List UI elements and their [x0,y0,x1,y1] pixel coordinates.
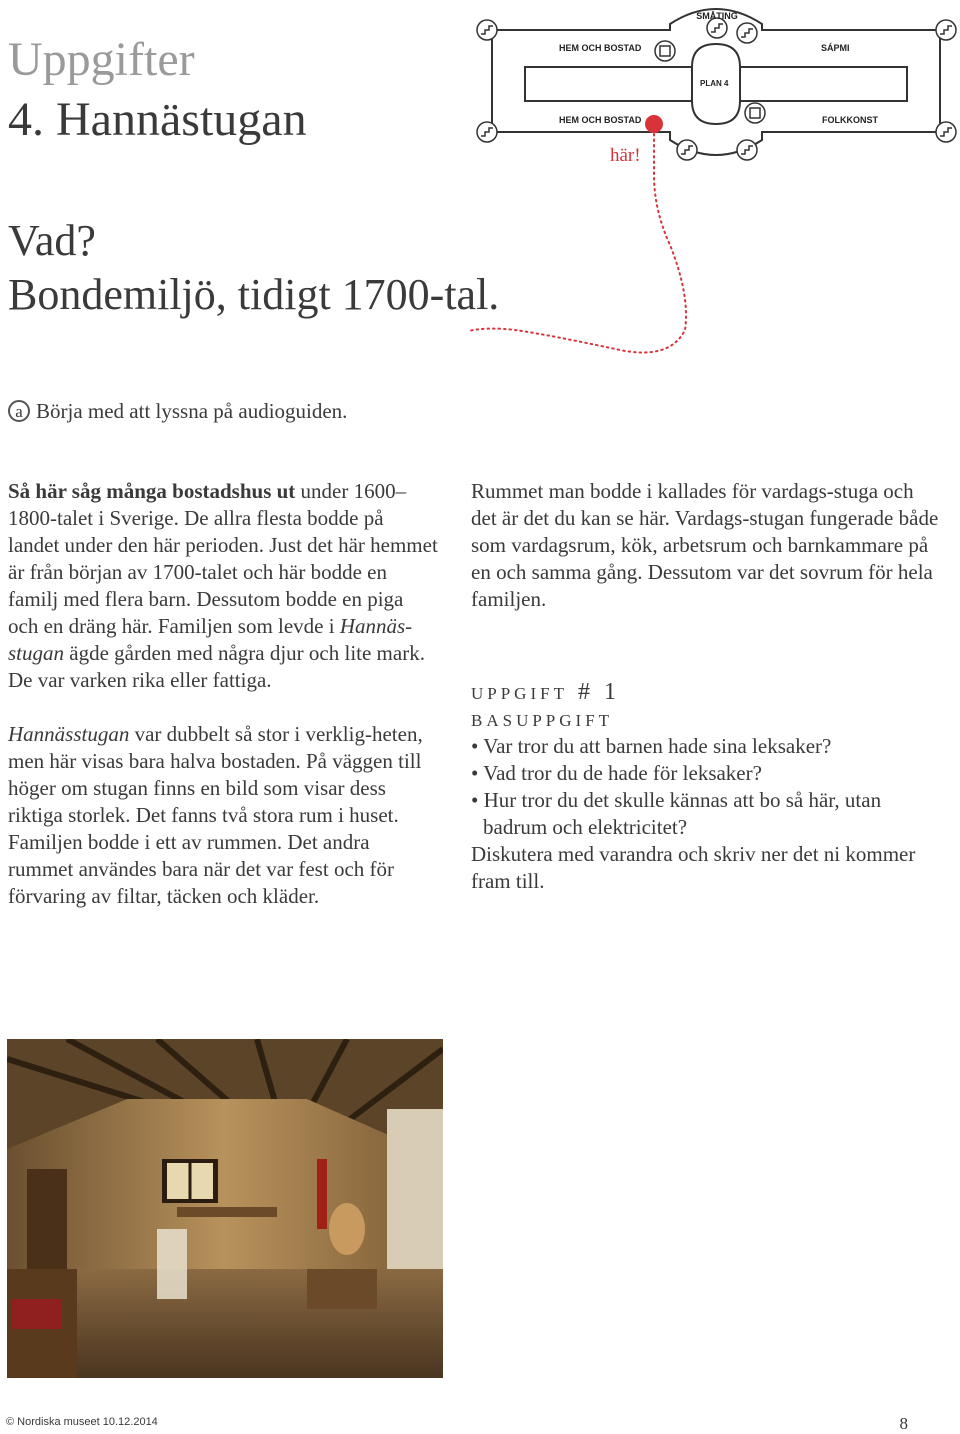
list-item: • Var tror du att barnen hade sina leksaker? [471,733,941,760]
route-path [470,134,686,413]
list-item: • Hur tror du det skulle kännas att bo så här, utan badrum och elektricitet? [471,787,941,841]
map-label-hem-top: HEM OCH BOSTAD [559,43,642,53]
floor-plan-map [470,0,960,430]
audio-guide-text: Börja med att lyssna på audioguiden. [36,399,348,423]
cottage-interior-photo [7,1039,443,1378]
copyright-footer: © Nordiska museet 10.12.2014 [6,1416,158,1428]
map-label-smating: SMÅTING [696,11,738,21]
audio-guide-icon: a [8,400,30,422]
here-marker [645,115,663,133]
left-paragraph-2: Hannässtugan var dubbelt så stor i verklig-heten, men här visas bara halva bostaden. På väggen till höger om stugan finns en bild som visar dess riktiga storlek. Det fanns två stora rum i huset. Familjen bodde i ett av rummen. Det andra rummet användes bara när det var fest och för förvaring av filtar, täcken och kläder. [8,722,423,908]
title-hannasstugan: 4. Hannästugan [8,93,307,146]
audio-guide-note [8,396,347,426]
map-label-sapmi: SÁPMI [821,43,850,53]
task-heading: uppgift # 1 [471,679,620,705]
map-label-plan: PLAN 4 [700,79,729,88]
task-questions [471,733,941,841]
map-label-hem-bottom: HEM OCH BOSTAD [559,115,642,125]
title-uppgifter: Uppgifter [8,33,195,86]
intro-bold: Så här såg många bostadshus ut [8,479,296,503]
left-paragraph-1: Så här såg många bostadshus ut under 1600–1800-talet i Sverige. De allra flesta bodde på landet under den här perioden. Just det här hemmet är från början av 1700-talet och här bodde en familj med flera barn. Dessutom bodde en piga och en dräng här. Familjen som levde i Hannäs-stugan ägde gården med några djur och lite mark. De var varken rika eller fattiga. [8,479,438,692]
vad-heading: Vad? [8,216,96,265]
map-label-folkkonst: FOLKKONST [822,115,878,125]
right-paragraph-1: Rummet man bodde i kallades för vardags-stuga och det är det du kan se här. Vardags-stugan fungerade både som vardagsrum, kök, arbetsrum och barnkammare på en och samma gång. Dessutom var det sovrum för hela familjen. [471,479,939,611]
page-number: 8 [899,1414,908,1433]
right-column [471,478,941,895]
vad-subheading: Bondemiljö, tidigt 1700-tal. [8,270,500,319]
task-closing: Diskutera med varandra och skriv ner det ni kommer fram till. [471,842,916,893]
here-label: här! [610,145,641,166]
left-column [8,478,438,910]
task-subheading: basuppgift [471,706,614,732]
list-item: • Vad tror du de hade för leksaker? [471,760,941,787]
